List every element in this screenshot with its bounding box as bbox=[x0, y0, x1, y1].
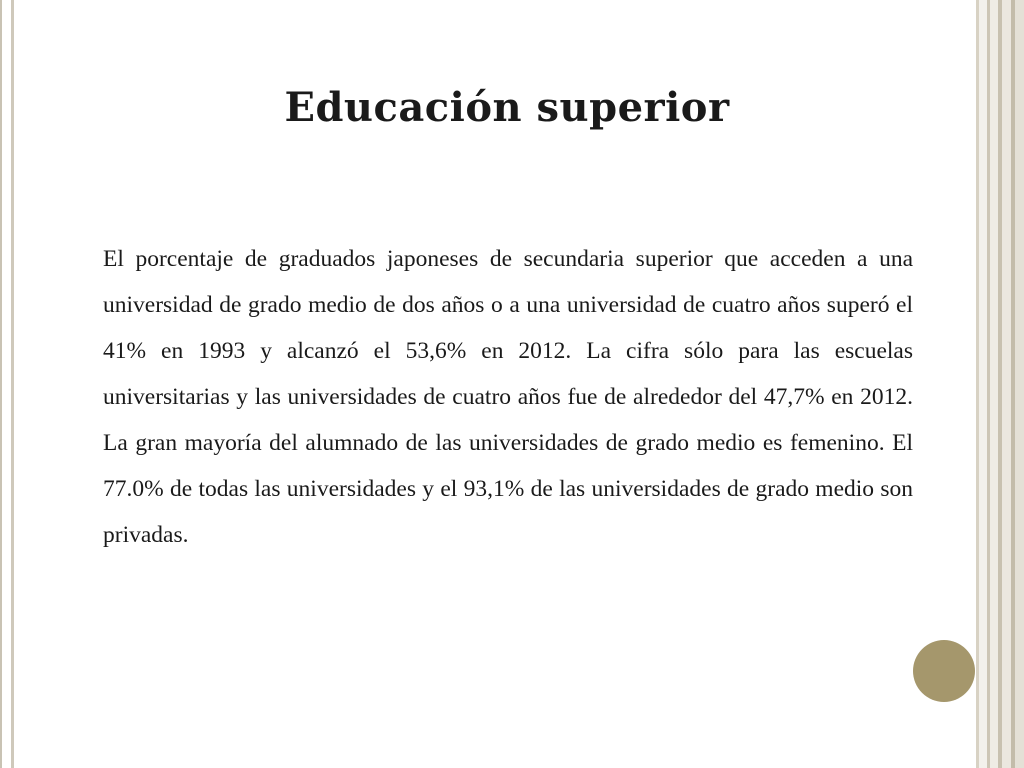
decorative-circle bbox=[913, 640, 975, 702]
slide-title: Educación superior bbox=[284, 84, 730, 131]
slide-body-text: El porcentaje de graduados japoneses de secundaria superior que acceden a una universidad de grado medio de dos años o a una universidad de cuatro años superó el 41% en 1993 y alcanzó el 53,6% en 2012. La cifra sólo para las escuelas universitarias y las universidades de cuatro años fue de alrededor del 47,7% en 2012. La gran mayoría del alumnado de las universidades de grado medio es femenino. El 77.0% de todas las universidades y el 93,1% de las universidades de grado medio son privadas. bbox=[103, 246, 913, 548]
